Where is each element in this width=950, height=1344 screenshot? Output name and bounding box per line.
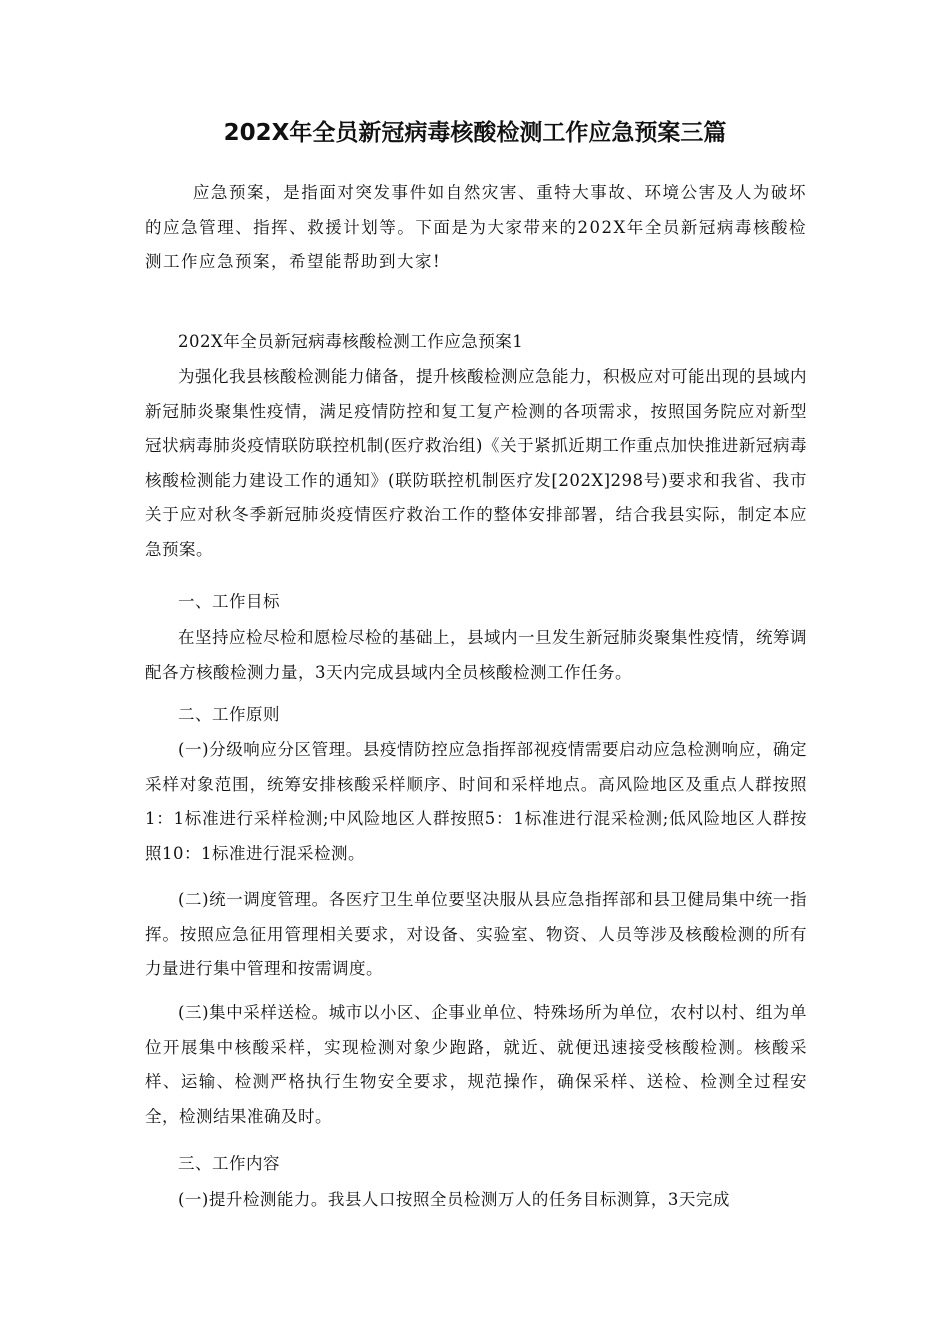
section2-heading: 二、工作原则 bbox=[178, 705, 280, 724]
content1-paragraph: (一)提升检测能力。我县人口按照全员检测万人的任务目标测算，3天完成 bbox=[178, 1190, 730, 1209]
section3-heading: 三、工作内容 bbox=[178, 1154, 280, 1173]
intro-paragraph: 应急预案，是指面对突发事件如自然灾害、重特大事故、环境公害及人为破坏的应急管理、指挥、救援计划等。下面是为大家带来的202X年全员新冠病毒核酸检测工作应急预案，希望能帮助到大家! bbox=[145, 183, 807, 272]
section1-heading: 一、工作目标 bbox=[178, 592, 280, 611]
document-title: 202X年全员新冠病毒核酸检测工作应急预案三篇 bbox=[223, 120, 727, 146]
plan1-heading: 202X年全员新冠病毒核酸检测工作应急预案1 bbox=[178, 332, 524, 351]
principle1-paragraph: (一)分级响应分区管理。县疫情防控应急指挥部视疫情需要启动应急检测响应，确定采样对象范围，统筹安排核酸采样顺序、时间和采样地点。高风险地区及重点人群按照1：1标准进行采样检测;中风险地区人群按照5：1标准进行混采检测;低风险地区人群按照10：1标准进行混采检测。 bbox=[145, 740, 807, 863]
plan1-intro-paragraph: 为强化我县核酸检测能力储备，提升核酸检测应急能力，积极应对可能出现的县域内新冠肺炎聚集性疫情，满足疫情防控和复工复产检测的各项需求，按照国务院应对新型冠状病毒肺炎疫情联防联控机制(医疗救治组)《关于紧抓近期工作重点加快推进新冠病毒核酸检测能力建设工作的通知》(联防联控机制医疗发[202X]298号)要求和我省、我市关于应对秋冬季新冠肺炎疫情医疗救治工作的整体安排部署，结合我县实际，制定本应急预案。 bbox=[145, 367, 807, 559]
section1-paragraph: 在坚持应检尽检和愿检尽检的基础上，县域内一旦发生新冠肺炎聚集性疫情，统筹调配各方核酸检测力量，3天内完成县域内全员核酸检测工作任务。 bbox=[145, 628, 807, 682]
principle3-paragraph: (三)集中采样送检。城市以小区、企事业单位、特殊场所为单位，农村以村、组为单位开展集中核酸采样，实现检测对象少跑路，就近、就便迅速接受核酸检测。核酸采样、运输、检测严格执行生物安全要求，规范操作，确保采样、送检、检测全过程安全，检测结果准确及时。 bbox=[145, 1003, 807, 1126]
principle2-paragraph: (二)统一调度管理。各医疗卫生单位要坚决服从县应急指挥部和县卫健局集中统一指挥。按照应急征用管理相关要求，对设备、实验室、物资、人员等涉及核酸检测的所有力量进行集中管理和按需调度。 bbox=[145, 890, 807, 979]
